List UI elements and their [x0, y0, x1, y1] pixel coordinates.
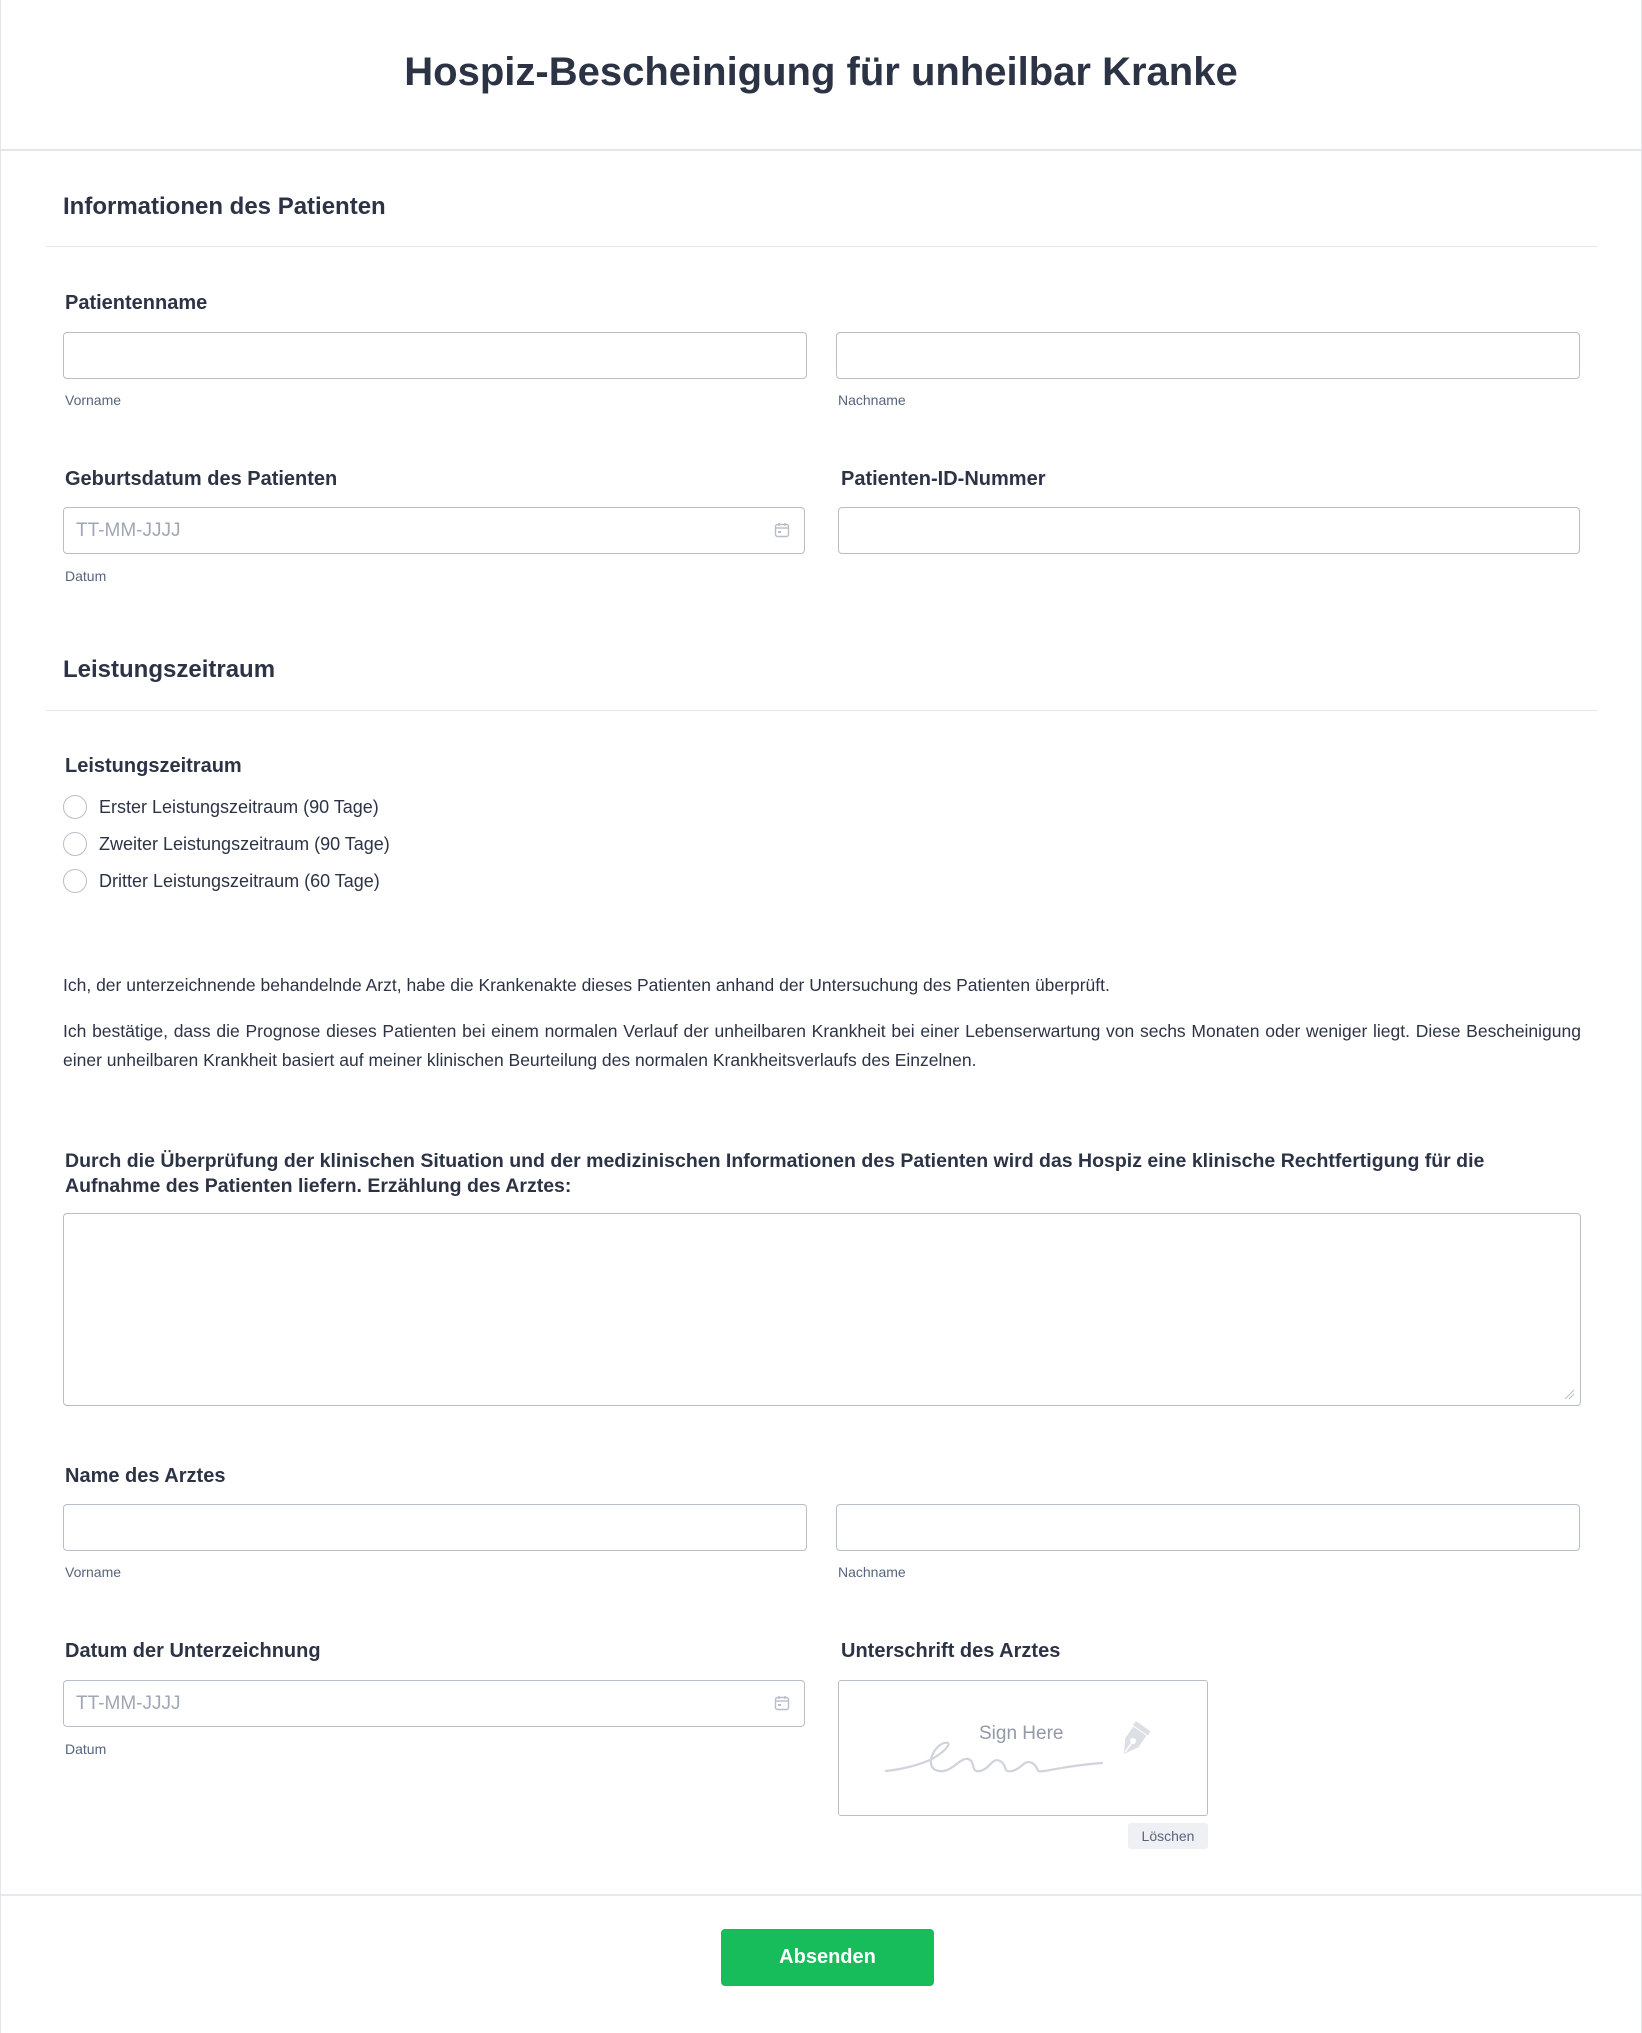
patient-first-name-input[interactable]	[63, 332, 807, 379]
radio-option-label: Dritter Leistungszeitraum (60 Tage)	[99, 870, 380, 891]
patient-id-label: Patienten-ID-Nummer	[841, 468, 1046, 490]
dob-label: Geburtsdatum des Patienten	[65, 468, 338, 490]
patient-last-name-input[interactable]	[836, 332, 1580, 379]
statement-paragraph-2: Ich bestätige, dass die Prognose dieses Patienten bei einem normalen Verlauf der unheilbaren Krankheit bei einer Lebenserwartung von sechs Monaten oder weniger liegt. Diese Bescheinigung einer unheilbaren Krankheit basiert auf meiner klinischen Beurteilung des normalen Krankheitsverlaufs des Einzelnen.	[63, 1021, 1581, 1070]
physician-last-name-sublabel: Nachname	[838, 1564, 906, 1580]
patient-last-name-sublabel: Nachname	[838, 392, 906, 408]
signature-pad[interactable]	[838, 1680, 1208, 1816]
section-divider	[46, 246, 1598, 247]
radio-button[interactable]	[63, 832, 87, 856]
sign-date-input[interactable]	[63, 1680, 805, 1727]
physician-first-name-sublabel: Vorname	[65, 1564, 122, 1580]
signature-label: Unterschrift des Arztes	[841, 1640, 1061, 1662]
narrative-label: Durch die Überprüfung der klinischen Situation und der medizinischen Informationen des Patienten wird das Hospiz eine klinische Rechtfertigung für die Aufnahme des Patienten liefern. Erzählung des Arztes:	[65, 1150, 1485, 1197]
signature-hint: Sign Here	[979, 1723, 1064, 1744]
radio-option-label: Erster Leistungszeitraum (90 Tage)	[99, 796, 379, 817]
calendar-icon[interactable]	[774, 522, 790, 538]
radio-button[interactable]	[63, 795, 87, 819]
statement-paragraph-1: Ich, der unterzeichnende behandelnde Arzt, habe die Krankenakte dieses Patienten anhand der Untersuchung des Patienten überprüft.	[63, 975, 1110, 995]
radio-option-third[interactable]	[63, 869, 380, 893]
section-title-patient: Informationen des Patienten	[63, 193, 386, 220]
radio-option-label: Zweiter Leistungszeitraum (90 Tage)	[99, 833, 390, 854]
narrative-textarea[interactable]	[63, 1213, 1581, 1406]
dob-input[interactable]	[63, 507, 805, 554]
pen-nib-icon	[1111, 1719, 1155, 1763]
patient-first-name-sublabel: Vorname	[65, 392, 122, 408]
submit-button[interactable]: Absenden	[721, 1929, 934, 1986]
physician-name-label: Name des Arztes	[65, 1465, 226, 1487]
clear-signature-button[interactable]: Löschen	[1128, 1823, 1208, 1849]
sign-date-label: Datum der Unterzeichnung	[65, 1640, 321, 1662]
radio-option-first[interactable]	[63, 795, 379, 819]
period-question-label: Leistungszeitraum	[65, 755, 242, 777]
form-title: Hospiz-Bescheinigung für unheilbar Kranke	[404, 50, 1238, 94]
patient-id-input[interactable]	[838, 507, 1580, 554]
form-header	[1, 0, 1641, 151]
sign-date-sublabel: Datum	[65, 1741, 107, 1757]
radio-option-second[interactable]	[63, 832, 390, 856]
footer-divider	[1, 1894, 1641, 1896]
physician-first-name-input[interactable]	[63, 1504, 807, 1551]
patient-name-label: Patientenname	[65, 292, 208, 314]
radio-button[interactable]	[63, 869, 87, 893]
physician-last-name-input[interactable]	[836, 1504, 1580, 1551]
resize-grip-icon[interactable]	[1563, 1388, 1575, 1400]
section-divider	[46, 710, 1598, 711]
section-title-period: Leistungszeitraum	[63, 656, 276, 683]
dob-sublabel: Datum	[65, 568, 107, 584]
calendar-icon[interactable]	[774, 1695, 790, 1711]
